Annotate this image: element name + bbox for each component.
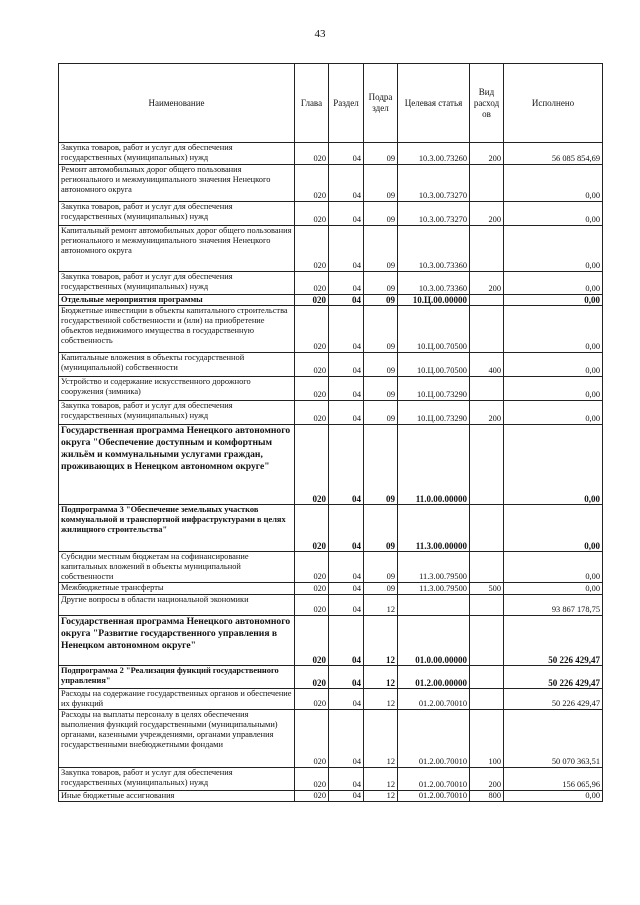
cell-name: Расходы на содержание государственных органов и обеспечение их функций (59, 689, 295, 710)
cell-name: Субсидии местным бюджетам на софинансирование капитальных вложений в объекты муниципальной собственности (59, 552, 295, 583)
cell-vid (470, 689, 504, 710)
cell-podrazdel: 09 (364, 272, 398, 295)
cell-podrazdel: 09 (364, 583, 398, 595)
cell-glava: 020 (295, 505, 329, 552)
cell-razdel: 04 (329, 295, 364, 306)
cell-razdel: 04 (329, 272, 364, 295)
cell-celevaya: 01.2.00.70010 (398, 689, 470, 710)
table-row (59, 165, 603, 202)
cell-name: Государственная программа Ненецкого автономного округа "Обеспечение доступным и комфортным жильём и коммунальными услугами граждан, проживающих в Ненецком автономном округе" (59, 425, 295, 505)
budget-table (58, 63, 603, 802)
table-row (59, 791, 603, 802)
cell-vid (470, 425, 504, 505)
cell-amount: 0,00 (504, 552, 603, 583)
table-row (59, 353, 603, 377)
cell-podrazdel: 09 (364, 377, 398, 401)
cell-podrazdel: 12 (364, 791, 398, 802)
table-row (59, 425, 603, 505)
cell-podrazdel: 09 (364, 226, 398, 272)
cell-glava: 020 (295, 377, 329, 401)
cell-glava: 020 (295, 666, 329, 689)
cell-name: Устройство и содержание искусственного дорожного сооружения (зимника) (59, 377, 295, 401)
cell-celevaya: 10.Ц.00.70500 (398, 306, 470, 353)
cell-name: Подпрограмма 3 "Обеспечение земельных участков коммунальной и транспортной инфраструктурами в целях жилищного строительства" (59, 505, 295, 552)
cell-razdel: 04 (329, 306, 364, 353)
cell-glava: 020 (295, 710, 329, 768)
cell-razdel: 04 (329, 165, 364, 202)
cell-podrazdel: 09 (364, 202, 398, 226)
header-name: Наименование (59, 64, 295, 143)
cell-vid (470, 505, 504, 552)
table-row (59, 202, 603, 226)
cell-glava: 020 (295, 616, 329, 666)
cell-razdel: 04 (329, 202, 364, 226)
cell-glava: 020 (295, 295, 329, 306)
cell-amount: 50 070 363,51 (504, 710, 603, 768)
cell-vid (470, 226, 504, 272)
cell-vid (470, 666, 504, 689)
table-row (59, 616, 603, 666)
cell-name: Капитальные вложения в объекты государственной (муниципальной) собственности (59, 353, 295, 377)
cell-name: Ремонт автомобильных дорог общего пользования регионального и межмуниципального значения Ненецкого автономного округа (59, 165, 295, 202)
cell-razdel: 04 (329, 425, 364, 505)
cell-amount: 0,00 (504, 306, 603, 353)
table-row (59, 377, 603, 401)
cell-name: Подпрограмма 2 "Реализация функций государственного управления" (59, 666, 295, 689)
cell-vid (470, 552, 504, 583)
table-row (59, 710, 603, 768)
cell-razdel: 04 (329, 791, 364, 802)
cell-name: Иные бюджетные ассигнования (59, 791, 295, 802)
cell-celevaya: 01.0.00.00000 (398, 616, 470, 666)
cell-amount: 0,00 (504, 425, 603, 505)
cell-amount: 0,00 (504, 377, 603, 401)
cell-vid (470, 306, 504, 353)
header-target: Целевая статья (398, 64, 470, 143)
cell-vid: 200 (470, 768, 504, 791)
cell-celevaya: 11.3.00.79500 (398, 583, 470, 595)
cell-celevaya: 10.3.00.73270 (398, 202, 470, 226)
cell-razdel: 04 (329, 143, 364, 165)
table-row (59, 595, 603, 616)
cell-razdel: 04 (329, 552, 364, 583)
cell-name: Закупка товаров, работ и услуг для обеспечения государственных (муниципальных) нужд (59, 401, 295, 425)
cell-podrazdel: 09 (364, 552, 398, 583)
cell-glava: 020 (295, 143, 329, 165)
cell-glava: 020 (295, 791, 329, 802)
cell-celevaya: 10.Ц.00.73290 (398, 377, 470, 401)
cell-amount: 0,00 (504, 583, 603, 595)
cell-celevaya: 11.3.00.79500 (398, 552, 470, 583)
cell-vid (470, 616, 504, 666)
table-row (59, 306, 603, 353)
cell-podrazdel: 12 (364, 710, 398, 768)
cell-razdel: 04 (329, 595, 364, 616)
cell-name: Закупка товаров, работ и услуг для обеспечения государственных (муниципальных) нужд (59, 272, 295, 295)
cell-vid: 200 (470, 272, 504, 295)
cell-razdel: 04 (329, 401, 364, 425)
cell-glava: 020 (295, 401, 329, 425)
cell-razdel: 04 (329, 353, 364, 377)
header-chapter: Глава (295, 64, 329, 143)
cell-celevaya: 01.2.00.00000 (398, 666, 470, 689)
cell-glava: 020 (295, 689, 329, 710)
cell-vid (470, 165, 504, 202)
table-row (59, 689, 603, 710)
cell-vid (470, 295, 504, 306)
cell-celevaya: 10.Ц.00.73290 (398, 401, 470, 425)
cell-razdel: 04 (329, 616, 364, 666)
cell-amount: 0,00 (504, 401, 603, 425)
cell-vid: 800 (470, 791, 504, 802)
table-row (59, 583, 603, 595)
cell-vid: 200 (470, 143, 504, 165)
cell-podrazdel: 09 (364, 165, 398, 202)
cell-celevaya: 10.3.00.73270 (398, 165, 470, 202)
cell-glava: 020 (295, 353, 329, 377)
cell-amount: 93 867 178,75 (504, 595, 603, 616)
header-section: Раздел (329, 64, 364, 143)
table-row (59, 295, 603, 306)
cell-amount: 50 226 429,47 (504, 689, 603, 710)
cell-name: Отдельные мероприятия программы (59, 295, 295, 306)
cell-podrazdel: 09 (364, 306, 398, 353)
cell-celevaya: 10.3.00.73360 (398, 272, 470, 295)
cell-name: Капитальный ремонт автомобильных дорог общего пользования регионального и межмуниципального значения Ненецкого автономного округа (59, 226, 295, 272)
cell-glava: 020 (295, 768, 329, 791)
cell-name: Расходы на выплаты персоналу в целях обеспечения выполнения функций государственными (муниципальными) органами, казенными учреждениями, органами управления государственными внебюджетными фондами (59, 710, 295, 768)
cell-razdel: 04 (329, 226, 364, 272)
cell-amount: 0,00 (504, 353, 603, 377)
cell-amount: 0,00 (504, 272, 603, 295)
cell-podrazdel: 12 (364, 595, 398, 616)
cell-celevaya: 01.2.00.70010 (398, 791, 470, 802)
cell-glava: 020 (295, 202, 329, 226)
cell-name: Другие вопросы в области национальной экономики (59, 595, 295, 616)
cell-glava: 020 (295, 583, 329, 595)
cell-razdel: 04 (329, 505, 364, 552)
cell-amount: 0,00 (504, 505, 603, 552)
cell-amount: 0,00 (504, 791, 603, 802)
cell-name: Закупка товаров, работ и услуг для обеспечения государственных (муниципальных) нужд (59, 202, 295, 226)
cell-amount: 0,00 (504, 202, 603, 226)
cell-name: Межбюджетные трансферты (59, 583, 295, 595)
cell-name: Закупка товаров, работ и услуг для обеспечения государственных (муниципальных) нужд (59, 768, 295, 791)
cell-razdel: 04 (329, 710, 364, 768)
cell-amount: 56 085 854,69 (504, 143, 603, 165)
cell-amount: 0,00 (504, 226, 603, 272)
table-row (59, 505, 603, 552)
cell-podrazdel: 09 (364, 425, 398, 505)
cell-name: Закупка товаров, работ и услуг для обеспечения государственных (муниципальных) нужд (59, 143, 295, 165)
header-expense-type: Вид расход ов (470, 64, 504, 143)
table-row (59, 552, 603, 583)
header-subsection: Подра здел (364, 64, 398, 143)
cell-celevaya: 10.Ц.00.70500 (398, 353, 470, 377)
table-row (59, 401, 603, 425)
cell-name: Государственная программа Ненецкого автономного округа "Развитие государственного управления в Ненецком автономном округе" (59, 616, 295, 666)
table-row (59, 226, 603, 272)
cell-celevaya: 01.2.00.70010 (398, 768, 470, 791)
cell-podrazdel: 12 (364, 616, 398, 666)
cell-celevaya: 11.3.00.00000 (398, 505, 470, 552)
cell-glava: 020 (295, 595, 329, 616)
cell-vid (470, 377, 504, 401)
cell-podrazdel: 09 (364, 505, 398, 552)
cell-podrazdel: 09 (364, 353, 398, 377)
header-row (59, 64, 603, 143)
table-row (59, 143, 603, 165)
cell-glava: 020 (295, 226, 329, 272)
cell-vid: 100 (470, 710, 504, 768)
cell-razdel: 04 (329, 666, 364, 689)
cell-podrazdel: 12 (364, 689, 398, 710)
cell-glava: 020 (295, 552, 329, 583)
table-row (59, 768, 603, 791)
cell-vid: 200 (470, 401, 504, 425)
cell-glava: 020 (295, 306, 329, 353)
cell-celevaya: 11.0.00.00000 (398, 425, 470, 505)
cell-celevaya: 10.3.00.73360 (398, 226, 470, 272)
cell-vid: 400 (470, 353, 504, 377)
cell-glava: 020 (295, 165, 329, 202)
cell-amount: 50 226 429,47 (504, 616, 603, 666)
cell-razdel: 04 (329, 377, 364, 401)
cell-podrazdel: 12 (364, 768, 398, 791)
cell-amount: 50 226 429,47 (504, 666, 603, 689)
table-row (59, 272, 603, 295)
cell-vid: 200 (470, 202, 504, 226)
cell-podrazdel: 09 (364, 295, 398, 306)
cell-vid: 500 (470, 583, 504, 595)
cell-podrazdel: 09 (364, 401, 398, 425)
cell-amount: 156 065,96 (504, 768, 603, 791)
cell-podrazdel: 09 (364, 143, 398, 165)
cell-name: Бюджетные инвестиции в объекты капитального строительства государственной собственности и (или) на приобретение объектов недвижимого имущества в государственную собственность (59, 306, 295, 353)
cell-podrazdel: 12 (364, 666, 398, 689)
table-row (59, 666, 603, 689)
cell-celevaya: 10.3.00.73260 (398, 143, 470, 165)
cell-glava: 020 (295, 425, 329, 505)
cell-razdel: 04 (329, 689, 364, 710)
cell-celevaya: 01.2.00.70010 (398, 710, 470, 768)
cell-amount: 0,00 (504, 165, 603, 202)
cell-celevaya: 10.Ц.00.00000 (398, 295, 470, 306)
cell-glava: 020 (295, 272, 329, 295)
cell-vid (470, 595, 504, 616)
page-number: 43 (314, 28, 326, 40)
cell-razdel: 04 (329, 583, 364, 595)
header-executed: Исполнено (504, 64, 603, 143)
cell-amount: 0,00 (504, 295, 603, 306)
cell-celevaya (398, 595, 470, 616)
cell-razdel: 04 (329, 768, 364, 791)
